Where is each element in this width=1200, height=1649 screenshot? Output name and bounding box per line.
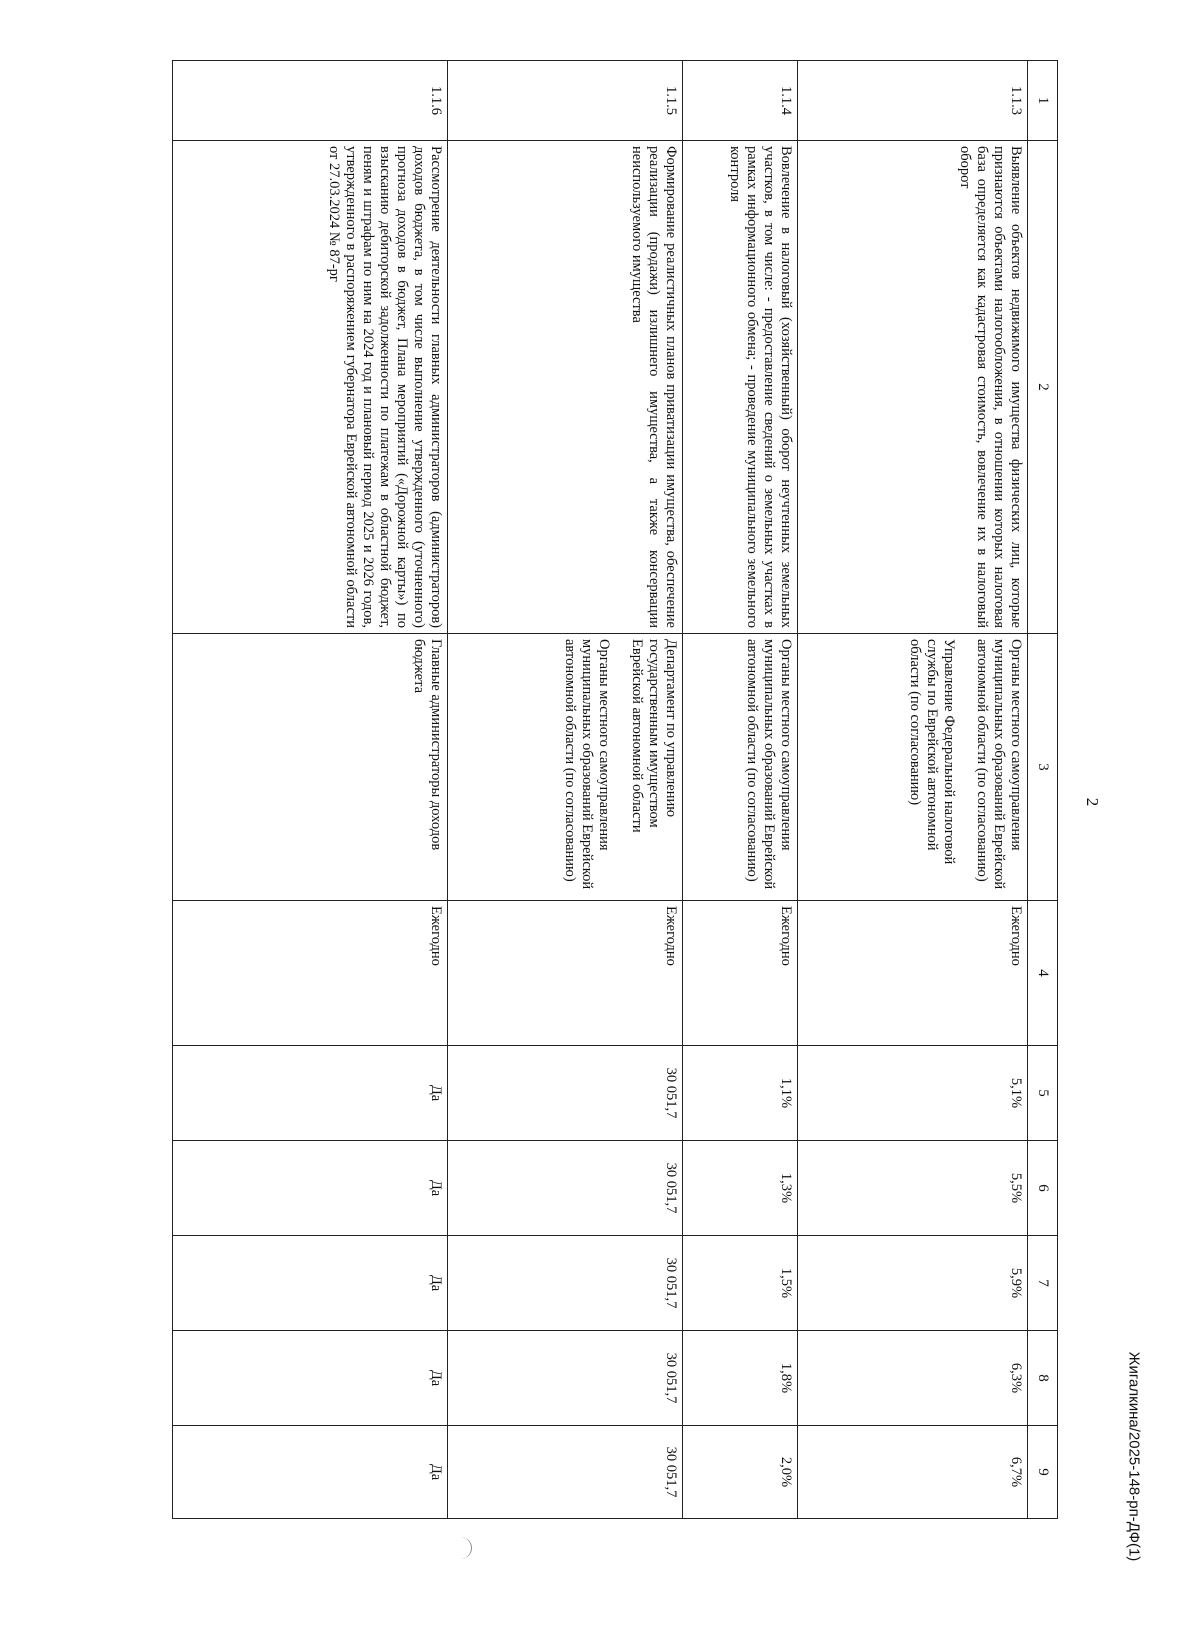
row-number: 1.1.6	[173, 61, 448, 141]
table-row	[683, 61, 798, 1519]
header-cell: 8	[1028, 1331, 1058, 1426]
term-cell: Ежегодно	[683, 901, 798, 1046]
header-cell: 9	[1028, 1426, 1058, 1519]
term-cell: Ежегодно	[173, 901, 448, 1046]
value-cell-8: 1,8%	[683, 1331, 798, 1426]
row-number: 1.1.4	[683, 61, 798, 141]
responsible-primary: Органы местного самоуправления муниципальных образований Еврейской автономной области (по согласованию)	[974, 639, 1024, 890]
responsible-cell	[798, 634, 1028, 901]
header-cell: 7	[1028, 1236, 1058, 1331]
header-cell: 2	[1028, 141, 1058, 634]
row-number: 1.1.5	[448, 61, 683, 141]
table-row	[798, 61, 1028, 1519]
header-cell: 5	[1028, 1046, 1058, 1141]
header-cell: 1	[1028, 61, 1058, 141]
value-cell-9: 2,0%	[683, 1426, 798, 1519]
value-cell-7: 5,9%	[798, 1236, 1028, 1331]
value-cell-8: 30 051,7	[448, 1331, 683, 1426]
row-number: 1.1.3	[798, 61, 1028, 141]
header-cell: 6	[1028, 1141, 1058, 1236]
measure-description: Формирование реалистичных планов приватизации имущества, обеспечение реализации (продажи) излишнего имущества, а также консервации неиспользуемого имущества	[448, 141, 683, 634]
value-cell-6: Да	[173, 1141, 448, 1236]
value-cell-6: 5,5%	[798, 1141, 1028, 1236]
term-cell: Ежегодно	[798, 901, 1028, 1046]
value-cell-8: 6,3%	[798, 1331, 1028, 1426]
term-cell: Ежегодно	[448, 901, 683, 1046]
measure-description: Выявление объектов недвижимого имущества физических лиц, которые признаются объектами налогообложения, в отношении которых налоговая база определяется как кадастровая стоимость, вовлечение их в налоговый оборот	[798, 141, 1028, 634]
document-code: Жигалкина/2025-148-рп-ДФ(1)	[1125, 1351, 1143, 1562]
plan-table-rotated	[173, 60, 1058, 1518]
value-cell-5: 1,1%	[683, 1046, 798, 1141]
value-cell-9: Да	[173, 1426, 448, 1519]
header-row	[1028, 61, 1058, 1519]
value-cell-9: 30 051,7	[448, 1426, 683, 1519]
responsible-primary: Департамент по управлению государственным имуществом Еврейской автономной области	[629, 639, 679, 833]
responsible-primary: Главные администраторы доходов бюджета	[411, 639, 444, 851]
responsible-cell	[683, 634, 798, 901]
measure-description: Рассмотрение деятельности главных администраторов (администраторов) доходов бюджета, в том числе выполнение утвержденного (уточненного) прогноза доходов в бюджет, Плана мероприятий («Дорожной карты») по взысканию дебиторской задолженности по платежам в областной бюджет, пеням и штрафам по ним на 2024 год и плановый период 2025 и 2026 годов, утвержденного в распоряжением губернатора Еврейской автономной области от 27.03.2024 № 87-рг	[173, 141, 448, 634]
value-cell-6: 30 051,7	[448, 1141, 683, 1236]
value-cell-8: Да	[173, 1331, 448, 1426]
value-cell-7: Да	[173, 1236, 448, 1331]
responsible-cell	[173, 634, 448, 901]
responsible-secondary: Органы местного самоуправления муниципальных образований Еврейской автономной области (по согласованию)	[562, 639, 612, 890]
value-cell-7: 1,5%	[683, 1236, 798, 1331]
page-number: 2	[1083, 797, 1102, 807]
measure-description: Вовлечение в налоговый (хозяйственный) оборот неучтенных земельных участков, в том числе: - предоставление сведений о земельных участках в рамках информационного обмена; - проведение муниципального земельного контроля	[683, 141, 798, 634]
value-cell-5: 30 051,7	[448, 1046, 683, 1141]
header-cell: 4	[1028, 901, 1058, 1046]
value-cell-9: 6,7%	[798, 1426, 1028, 1519]
stray-pen-mark	[457, 1537, 472, 1559]
value-cell-6: 1,3%	[683, 1141, 798, 1236]
responsible-secondary: Управление Федеральной налоговой службы по Еврейской автономной области (по согласованию)	[907, 639, 957, 865]
value-cell-5: 5,1%	[798, 1046, 1028, 1141]
plan-table	[172, 60, 1058, 1519]
table-row	[173, 61, 448, 1519]
value-cell-7: 30 051,7	[448, 1236, 683, 1331]
table-row	[448, 61, 683, 1519]
value-cell-5: Да	[173, 1046, 448, 1141]
header-cell: 3	[1028, 634, 1058, 901]
responsible-cell	[448, 634, 683, 901]
responsible-primary: Органы местного самоуправления муниципальных образований Еврейской автономной области (по согласованию)	[744, 639, 794, 890]
